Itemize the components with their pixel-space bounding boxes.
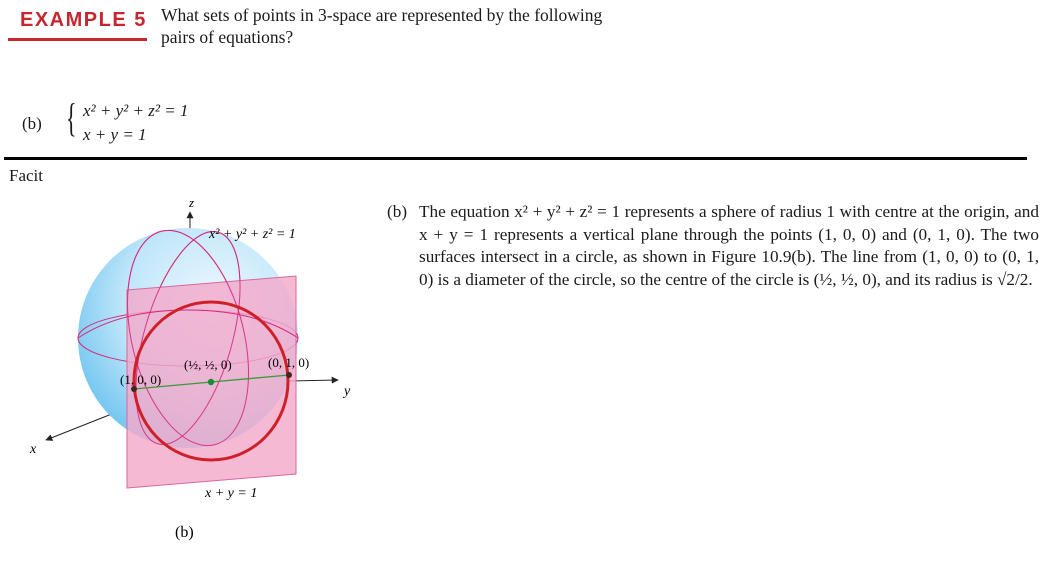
section-divider — [4, 157, 1027, 160]
plane-equation-label: x + y = 1 — [205, 486, 258, 501]
answer-part-label: (b) — [387, 202, 408, 221]
question-line-1: What sets of points in 3-space are represented by the following — [161, 5, 603, 25]
x-axis-label: x — [30, 442, 37, 457]
figure-caption: (b) — [175, 524, 194, 541]
sphere-equation-label: x² + y² + z² = 1 — [209, 227, 296, 242]
answer-text: The equation x² + y² + z² = 1 represents a sphere of radius 1 with centre at the origin, and x + y = 1 represents a vertical plane through the points (1, 0, 0) and (0, 1, 0). The two surfaces intersect in a circle, as shown in Figure 10.9(b). The line from (1, 0, 0) to (0, 1, 0) is a diameter of the circle, so the centre of the circle is (½, ½, 0), and its radius is √2/2. — [419, 202, 1039, 289]
sphere-plane-figure — [0, 180, 380, 570]
example-label: EXAMPLE 5 — [20, 9, 147, 31]
equation-plane: x + y = 1 — [83, 125, 147, 144]
example-underline — [8, 38, 147, 41]
point-a-label: (1, 0, 0) — [120, 372, 162, 387]
left-brace: { — [66, 95, 77, 140]
z-axis-label: z — [189, 195, 195, 210]
equation-sphere: x² + y² + z² = 1 — [83, 101, 189, 120]
answer-paragraph — [387, 201, 1039, 291]
center-label: (½, ½, 0) — [184, 357, 232, 372]
circle-center-point — [208, 379, 214, 385]
y-axis-label: y — [344, 384, 351, 399]
part-label: (b) — [22, 114, 42, 133]
question-line-2: pairs of equations? — [161, 27, 294, 47]
facit-heading: Facit — [9, 166, 43, 185]
point-0-1-0 — [286, 372, 292, 378]
question-text — [161, 4, 721, 48]
point-b-label: (0, 1, 0) — [268, 355, 310, 370]
